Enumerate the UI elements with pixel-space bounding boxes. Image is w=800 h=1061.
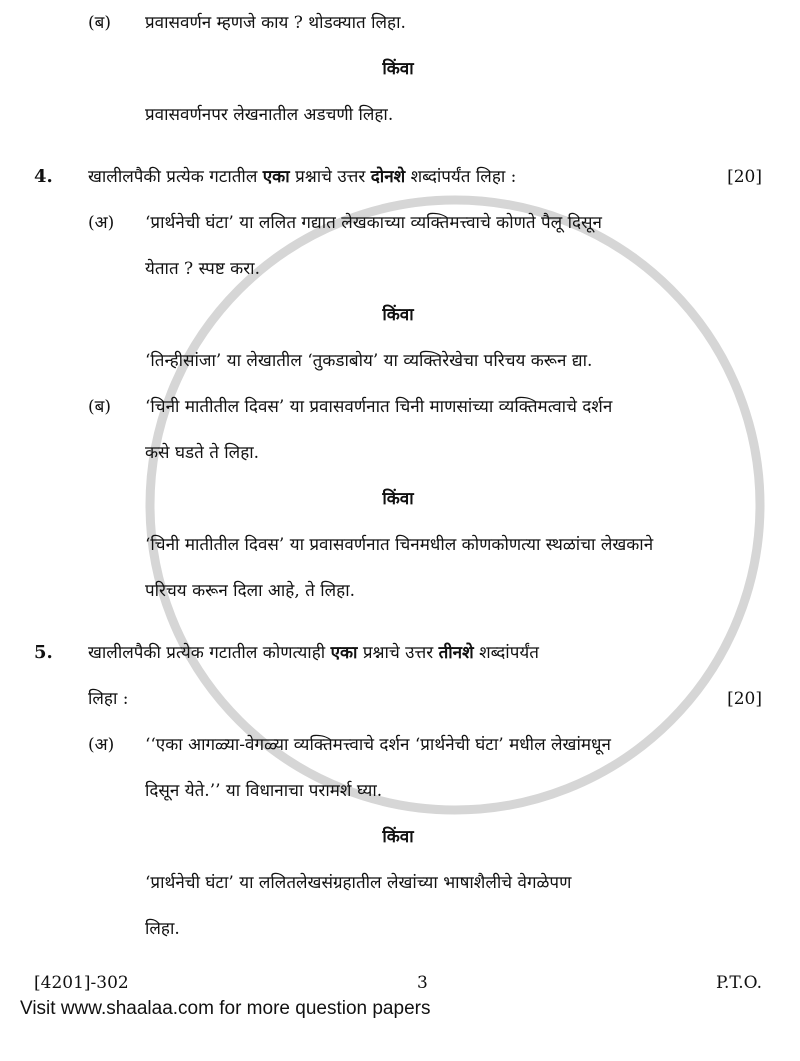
- spacer: [34, 614, 762, 630]
- question-number: 4.: [34, 166, 53, 187]
- question-intro-row: [34, 630, 762, 676]
- sub-label: (अ): [88, 213, 115, 233]
- question-row: [34, 768, 762, 814]
- alt-question-text: ‘तिन्हीसांजा’ या लेखातील ‘तुकडाबोय’ या व्यक्तिरेखेचा परिचय करून द्या.: [145, 351, 593, 371]
- question-5: [34, 630, 762, 952]
- intro-text: लिहा :: [88, 689, 129, 709]
- question-text: दिसून येते.’’ या विधानाचा परामर्श घ्या.: [145, 781, 383, 801]
- or-label: किंवा: [382, 59, 414, 79]
- alt-question-text: परिचय करून दिला आहे, ते लिहा.: [145, 581, 356, 601]
- alt-question-text: ‘प्रार्थनेची घंटा’ या ललितलेखसंग्रहातील लेखांच्या भाषाशैलीचे वेगळेपण: [145, 873, 572, 893]
- question-text: ‘प्रार्थनेची घंटा’ या ललित गद्यात लेखकाच्या व्यक्तिमत्त्वाचे कोणते पैलू दिसून: [145, 213, 602, 233]
- question-row: [34, 338, 762, 384]
- intro-bold: एका: [330, 643, 358, 663]
- intro-text: प्रश्नाचे उत्तर: [295, 167, 366, 187]
- question-number: 5.: [34, 642, 53, 663]
- question-4: [34, 154, 762, 614]
- question-row: [34, 384, 762, 430]
- question-3b: [34, 0, 762, 138]
- question-text: प्रवासवर्णन म्हणजे काय ? थोडक्यात लिहा.: [145, 13, 406, 33]
- question-intro-row: [34, 154, 762, 200]
- sub-label: (ब): [88, 13, 111, 33]
- question-text: येतात ? स्पष्ट करा.: [145, 259, 260, 279]
- sub-label: (ब): [88, 397, 111, 417]
- question-row: [34, 522, 762, 568]
- question-row: [34, 246, 762, 292]
- intro-text: शब्दांपर्यंत लिहा :: [410, 167, 517, 187]
- question-row: [34, 200, 762, 246]
- question-row: [34, 430, 762, 476]
- marks: [20]: [727, 689, 762, 709]
- spacer: [34, 138, 762, 154]
- question-row: [34, 92, 762, 138]
- intro-text: खालीलपैकी प्रत्येक गटातील कोणत्याही: [88, 643, 326, 663]
- intro-bold: दोनशे: [370, 167, 406, 187]
- question-row: [34, 568, 762, 614]
- or-label: किंवा: [382, 305, 414, 325]
- alt-question-text: ‘चिनी मातीतील दिवस’ या प्रवासवर्णनात चिनमधील कोणकोणत्या स्थळांचा लेखकाने: [145, 535, 654, 555]
- paper-code: [4201]-302: [34, 973, 129, 993]
- alt-question-text: प्रवासवर्णनपर लेखनातील अडचणी लिहा.: [145, 105, 394, 125]
- or-label: किंवा: [382, 827, 414, 847]
- pto-label: P.T.O.: [716, 973, 762, 993]
- page-number: 3: [416, 973, 428, 993]
- sub-label: (अ): [88, 735, 115, 755]
- question-intro: [88, 630, 762, 676]
- intro-text: प्रश्नाचे उत्तर: [362, 643, 434, 663]
- intro-bold: तीनशे: [438, 643, 474, 663]
- question-text: कसे घडते ते लिहा.: [145, 443, 260, 463]
- question-intro-row: [34, 676, 762, 722]
- footer: [34, 970, 762, 996]
- marks: [20]: [727, 167, 762, 187]
- intro-text: खालीलपैकी प्रत्येक गटातील: [88, 167, 258, 187]
- question-intro: [88, 154, 715, 200]
- intro-bold: एका: [262, 167, 290, 187]
- question-row: [34, 0, 762, 46]
- question-row: [34, 722, 762, 768]
- question-text: ‘‘एका आगळ्या-वेगळ्या व्यक्तिमत्त्वाचे दर्शन ‘प्रार्थनेची घंटा’ मधील लेखांमधून: [145, 735, 611, 755]
- question-text: ‘चिनी मातीतील दिवस’ या प्रवासवर्णनात चिनी माणसांच्या व्यक्तिमत्वाचे दर्शन: [145, 397, 613, 417]
- or-label: किंवा: [382, 489, 414, 509]
- question-row: [34, 906, 762, 952]
- alt-question-text: लिहा.: [145, 919, 180, 939]
- question-row: [34, 860, 762, 906]
- intro-text: शब्दांपर्यंत: [479, 643, 539, 663]
- visit-shaalaa-link[interactable]: Visit www.shaalaa.com for more question papers: [20, 998, 431, 1019]
